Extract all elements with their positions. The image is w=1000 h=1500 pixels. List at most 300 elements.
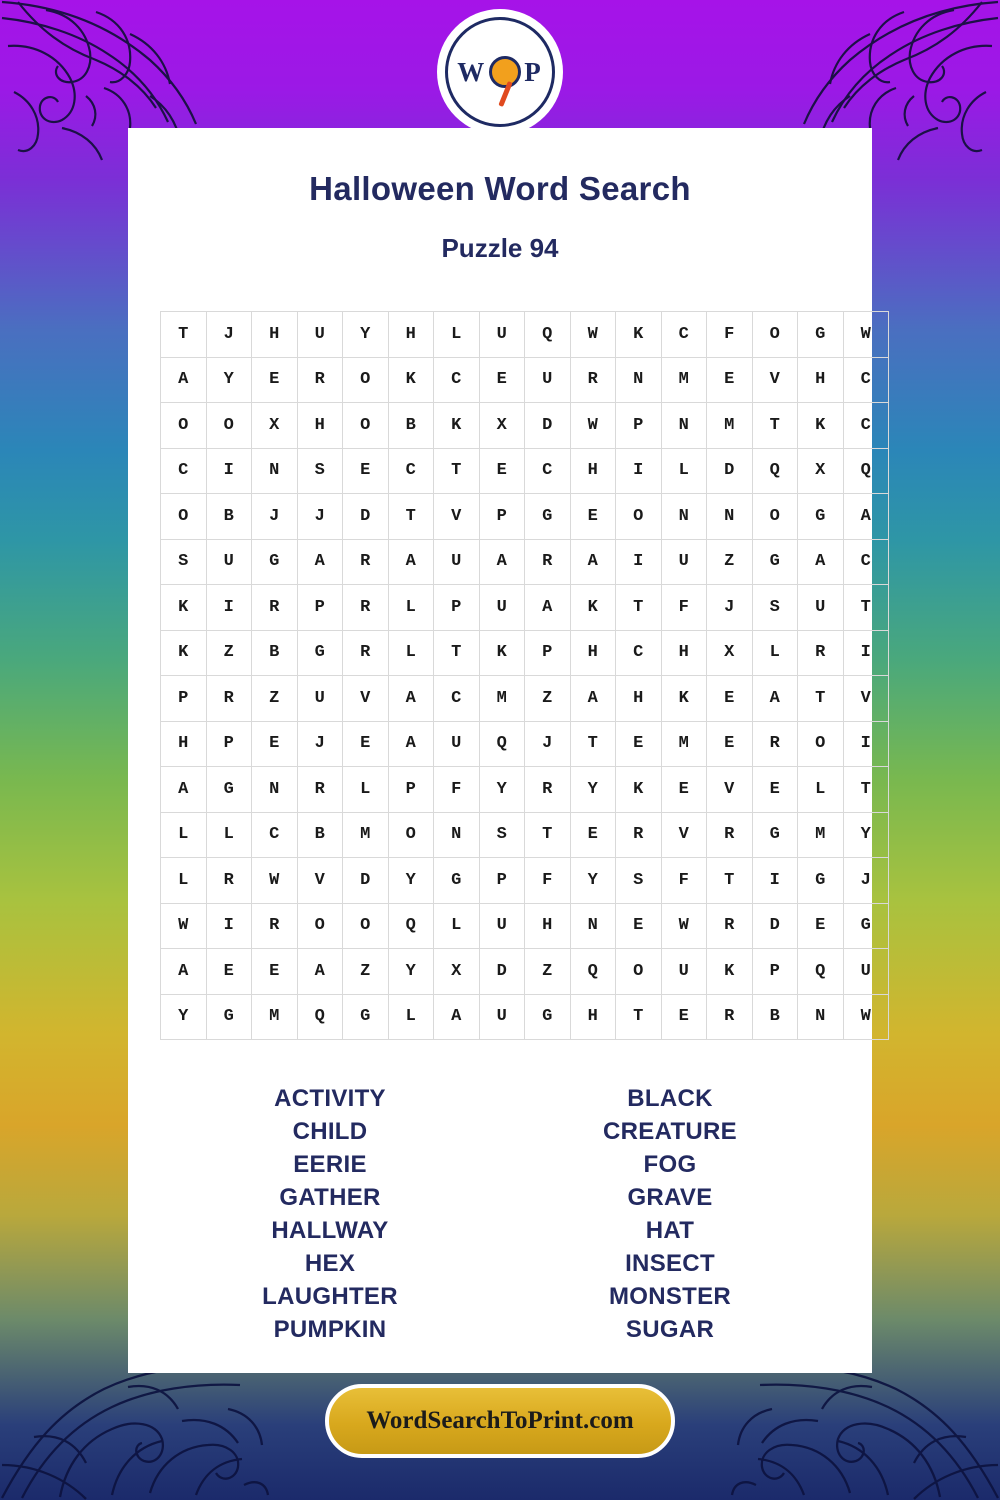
grid-cell[interactable]: R [525,767,571,813]
grid-cell[interactable]: T [388,494,434,540]
grid-cell[interactable]: O [297,903,343,949]
grid-row [161,312,889,358]
grid-cell[interactable]: K [616,312,662,358]
grid-cell[interactable]: A [388,676,434,722]
grid-cell[interactable]: Y [343,312,389,358]
grid-cell[interactable]: E [707,676,753,722]
grid-cell[interactable]: F [525,858,571,904]
puzzle-number: Puzzle 94 [441,233,559,263]
grid-cell[interactable]: H [798,357,844,403]
grid-cell[interactable]: N [570,903,616,949]
grid-cell[interactable]: L [388,994,434,1040]
magnifier-icon [489,56,521,88]
grid-cell[interactable]: K [616,767,662,813]
grid-cell[interactable]: P [297,585,343,631]
logo-letters [457,56,543,88]
grid-cell[interactable]: O [206,403,252,449]
grid-cell[interactable]: U [206,539,252,585]
grid-cell[interactable]: H [297,403,343,449]
grid-cell[interactable]: E [570,494,616,540]
grid-cell[interactable]: L [388,630,434,676]
grid-cell[interactable]: X [252,403,298,449]
word-list-item: LAUGHTER [262,1283,398,1310]
grid-cell[interactable]: R [343,539,389,585]
grid-cell[interactable]: P [525,630,571,676]
grid-cell[interactable]: W [843,994,889,1040]
grid-cell[interactable]: C [843,539,889,585]
grid-cell[interactable]: I [206,585,252,631]
grid-cell[interactable]: F [707,312,753,358]
grid-cell[interactable]: C [525,448,571,494]
grid-cell[interactable]: Q [297,994,343,1040]
grid-cell[interactable]: N [252,767,298,813]
word-list-item: HEX [304,1250,356,1277]
grid-cell[interactable]: W [161,903,207,949]
word-list-item: HALLWAY [271,1217,389,1244]
grid-cell[interactable]: G [525,494,571,540]
grid-cell[interactable]: M [707,403,753,449]
grid-cell[interactable]: R [707,994,753,1040]
grid-row [161,767,889,813]
grid-cell[interactable]: O [388,812,434,858]
grid-cell[interactable]: K [388,357,434,403]
word-list [180,1082,820,1346]
grid-cell[interactable]: A [798,539,844,585]
word-list-column-left [180,1082,480,1346]
grid-cell[interactable]: T [616,994,662,1040]
grid-cell[interactable]: Y [206,357,252,403]
grid-cell[interactable]: I [843,630,889,676]
grid-row [161,949,889,995]
magnifier-handle-icon [499,81,513,107]
grid-cell[interactable]: Z [252,676,298,722]
grid-cell[interactable]: K [798,403,844,449]
grid-cell[interactable]: G [343,994,389,1040]
grid-cell[interactable]: Q [479,721,525,767]
grid-cell[interactable]: I [843,721,889,767]
grid-cell[interactable]: H [570,994,616,1040]
grid-cell[interactable]: H [570,630,616,676]
grid-cell[interactable]: D [479,949,525,995]
grid-cell[interactable]: A [388,539,434,585]
grid-cell[interactable]: E [343,448,389,494]
grid-cell[interactable]: A [161,357,207,403]
grid-cell[interactable]: Q [798,949,844,995]
grid-cell[interactable]: Q [388,903,434,949]
grid-cell[interactable]: E [661,994,707,1040]
grid-cell[interactable]: L [161,858,207,904]
grid-cell[interactable]: G [798,312,844,358]
grid-cell[interactable]: C [434,357,480,403]
word-list-item: CHILD [292,1118,368,1145]
grid-cell[interactable]: U [297,312,343,358]
grid-cell[interactable]: U [661,539,707,585]
grid-cell[interactable]: R [343,585,389,631]
grid-cell[interactable]: V [752,357,798,403]
grid-cell[interactable]: G [434,858,480,904]
grid-cell[interactable]: Y [479,767,525,813]
grid-cell[interactable]: U [479,585,525,631]
grid-cell[interactable]: I [752,858,798,904]
grid-cell[interactable]: K [570,585,616,631]
grid-cell[interactable]: O [343,403,389,449]
grid-cell[interactable]: M [661,721,707,767]
grid-cell[interactable]: D [525,403,571,449]
grid-cell[interactable]: Z [707,539,753,585]
grid-cell[interactable]: P [479,494,525,540]
grid-row [161,448,889,494]
grid-cell[interactable]: V [434,494,480,540]
grid-cell[interactable]: C [843,403,889,449]
grid-cell[interactable]: C [388,448,434,494]
grid-cell[interactable]: R [297,357,343,403]
grid-row [161,630,889,676]
grid-cell[interactable]: M [252,994,298,1040]
grid-cell[interactable]: Z [525,949,571,995]
grid-cell[interactable]: L [661,448,707,494]
grid-row [161,903,889,949]
grid-cell[interactable]: W [843,312,889,358]
grid-cell[interactable]: H [661,630,707,676]
grid-cell[interactable]: U [661,949,707,995]
grid-cell[interactable]: A [388,721,434,767]
grid-cell[interactable]: J [252,494,298,540]
grid-cell[interactable]: E [707,357,753,403]
grid-cell[interactable]: V [343,676,389,722]
grid-cell[interactable]: C [661,312,707,358]
grid-cell[interactable]: O [616,949,662,995]
grid-cell[interactable]: Q [525,312,571,358]
grid-cell[interactable]: M [661,357,707,403]
grid-row [161,812,889,858]
grid-cell[interactable]: N [661,494,707,540]
website-badge[interactable] [325,1384,675,1458]
grid-cell[interactable]: X [798,448,844,494]
grid-cell[interactable]: S [161,539,207,585]
grid-cell[interactable]: Q [843,448,889,494]
grid-cell[interactable]: L [434,903,480,949]
grid-cell[interactable]: A [570,676,616,722]
grid-cell[interactable]: H [161,721,207,767]
grid-cell[interactable]: K [161,630,207,676]
grid-cell[interactable]: E [707,721,753,767]
grid-cell[interactable]: X [434,949,480,995]
grid-cell[interactable]: E [479,448,525,494]
word-list-item: SUGAR [625,1316,715,1343]
grid-cell[interactable]: E [798,903,844,949]
grid-cell[interactable]: O [616,494,662,540]
grid-cell[interactable]: K [434,403,480,449]
grid-cell[interactable]: L [206,812,252,858]
grid-cell[interactable]: R [707,812,753,858]
grid-cell[interactable]: H [570,448,616,494]
grid-cell[interactable]: N [798,994,844,1040]
grid-cell[interactable]: X [707,630,753,676]
grid-cell[interactable]: T [161,312,207,358]
grid-cell[interactable]: U [434,539,480,585]
grid-cell[interactable]: T [616,585,662,631]
grid-row [161,403,889,449]
word-list-column-right [520,1082,820,1346]
grid-row [161,858,889,904]
word-list-item: ACTIVITY [274,1085,386,1112]
grid-cell[interactable]: N [434,812,480,858]
grid-cell[interactable]: O [752,494,798,540]
grid-cell[interactable]: N [616,357,662,403]
grid-cell[interactable]: R [616,812,662,858]
grid-cell[interactable]: G [843,903,889,949]
grid-cell[interactable]: K [707,949,753,995]
grid-cell[interactable]: U [843,949,889,995]
grid-cell[interactable]: A [479,539,525,585]
grid-cell[interactable]: Z [525,676,571,722]
grid-cell[interactable]: J [525,721,571,767]
grid-cell[interactable]: B [752,994,798,1040]
grid-cell[interactable]: H [616,676,662,722]
grid-cell[interactable]: O [161,494,207,540]
grid-cell[interactable]: Z [343,949,389,995]
grid-cell[interactable]: Y [161,994,207,1040]
grid-cell[interactable]: P [616,403,662,449]
grid-cell[interactable]: E [206,949,252,995]
site-logo [440,12,560,132]
grid-cell[interactable]: E [479,357,525,403]
grid-cell[interactable]: R [252,903,298,949]
grid-cell[interactable]: M [343,812,389,858]
grid-cell[interactable]: P [752,949,798,995]
grid-cell[interactable]: D [707,448,753,494]
grid-cell[interactable]: T [434,448,480,494]
grid-cell[interactable]: T [707,858,753,904]
grid-cell[interactable]: M [479,676,525,722]
grid-cell[interactable]: S [297,448,343,494]
grid-cell[interactable]: N [252,448,298,494]
grid-cell[interactable]: R [252,585,298,631]
puzzle-sheet [128,128,872,1373]
grid-cell[interactable]: R [206,858,252,904]
grid-cell[interactable]: I [206,448,252,494]
grid-cell[interactable]: O [752,312,798,358]
grid-cell[interactable]: C [161,448,207,494]
grid-cell[interactable]: T [434,630,480,676]
grid-cell[interactable]: V [843,676,889,722]
grid-row [161,357,889,403]
grid-cell[interactable]: K [161,585,207,631]
grid-cell[interactable]: E [252,721,298,767]
word-list-item: BLACK [627,1085,713,1112]
grid-cell[interactable]: Y [388,949,434,995]
grid-cell[interactable]: T [570,721,616,767]
word-list-item: GATHER [279,1184,381,1211]
grid-cell[interactable]: S [616,858,662,904]
grid-cell[interactable]: W [570,312,616,358]
grid-cell[interactable]: J [843,858,889,904]
grid-cell[interactable]: R [525,539,571,585]
grid-cell[interactable]: F [434,767,480,813]
word-search-grid[interactable] [160,311,871,1040]
grid-cell[interactable]: E [616,721,662,767]
grid-cell[interactable]: U [479,903,525,949]
grid-cell[interactable]: R [297,767,343,813]
grid-cell[interactable]: T [843,585,889,631]
grid-cell[interactable]: K [661,676,707,722]
grid-cell[interactable]: C [434,676,480,722]
grid-cell[interactable]: G [798,858,844,904]
grid-cell[interactable]: U [525,357,571,403]
grid-cell[interactable]: G [252,539,298,585]
grid-cell[interactable]: V [707,767,753,813]
grid-cell[interactable]: A [843,494,889,540]
grid-cell[interactable]: Y [570,767,616,813]
grid-cell[interactable]: J [707,585,753,631]
grid-cell[interactable]: L [798,767,844,813]
grid-cell[interactable]: I [206,903,252,949]
grid-cell[interactable]: E [343,721,389,767]
grid-cell[interactable]: E [752,767,798,813]
grid-cell[interactable]: F [661,858,707,904]
grid-cell[interactable]: A [161,949,207,995]
grid-cell[interactable]: I [616,539,662,585]
grid-cell[interactable]: P [434,585,480,631]
grid-cell[interactable]: U [479,994,525,1040]
grid-cell[interactable]: L [752,630,798,676]
grid-cell[interactable]: W [252,858,298,904]
grid-cell[interactable]: H [252,312,298,358]
page-title: Halloween Word Search [309,170,691,207]
word-list-item: MONSTER [608,1283,732,1310]
grid-cell[interactable]: B [252,630,298,676]
grid-cell[interactable]: U [798,585,844,631]
grid-cell[interactable]: S [752,585,798,631]
grid-cell[interactable]: A [297,539,343,585]
grid-cell[interactable]: R [707,903,753,949]
grid-cell[interactable]: P [388,767,434,813]
grid-cell[interactable]: L [343,767,389,813]
grid-cell[interactable]: G [752,539,798,585]
grid-cell[interactable]: J [297,494,343,540]
grid-cell[interactable]: Z [206,630,252,676]
grid-cell[interactable]: L [388,585,434,631]
grid-cell[interactable]: J [206,312,252,358]
grid-cell[interactable]: D [343,494,389,540]
word-list-item: EERIE [293,1151,367,1178]
grid-cell[interactable]: N [707,494,753,540]
grid-row [161,539,889,585]
grid-row [161,494,889,540]
word-list-item: FOG [643,1151,697,1178]
grid-cell[interactable]: R [798,630,844,676]
grid-cell[interactable]: H [525,903,571,949]
grid-cell[interactable]: G [206,767,252,813]
grid-cell[interactable]: Y [388,858,434,904]
grid-cell[interactable]: F [661,585,707,631]
grid-cell[interactable]: A [161,767,207,813]
grid-cell[interactable]: V [297,858,343,904]
grid-row [161,585,889,631]
grid-cell[interactable]: J [297,721,343,767]
grid-cell[interactable]: T [843,767,889,813]
grid-cell[interactable]: C [843,357,889,403]
grid-cell[interactable]: D [752,903,798,949]
grid-row [161,994,889,1040]
grid-cell[interactable]: G [206,994,252,1040]
grid-cell[interactable]: H [388,312,434,358]
grid-row [161,721,889,767]
grid-cell[interactable]: W [661,903,707,949]
grid-cell[interactable]: M [798,812,844,858]
grid-cell[interactable]: G [525,994,571,1040]
grid-cell[interactable]: R [343,630,389,676]
grid-cell[interactable]: Y [570,858,616,904]
grid-cell[interactable]: L [434,312,480,358]
grid-cell[interactable]: A [434,994,480,1040]
grid-cell[interactable]: Q [752,448,798,494]
grid-cell[interactable]: O [798,721,844,767]
grid-cell[interactable]: Q [570,949,616,995]
grid-cell[interactable]: V [661,812,707,858]
grid-cell[interactable]: R [752,721,798,767]
grid-cell[interactable]: P [479,858,525,904]
grid-cell[interactable]: B [206,494,252,540]
grid-cell[interactable]: R [206,676,252,722]
grid-cell[interactable]: T [798,676,844,722]
grid-cell[interactable]: C [616,630,662,676]
grid-cell[interactable]: P [206,721,252,767]
grid-cell[interactable]: S [479,812,525,858]
grid-cell[interactable]: G [297,630,343,676]
grid-cell[interactable]: Y [843,812,889,858]
grid-cell[interactable]: G [752,812,798,858]
website-url-label: WordSearchToPrint.com [366,1407,634,1434]
grid-cell[interactable]: T [752,403,798,449]
logo-ring [445,17,555,127]
grid-cell[interactable]: O [161,403,207,449]
grid-cell[interactable]: U [479,312,525,358]
logo-letter-left: W [457,56,487,87]
grid-cell[interactable]: L [161,812,207,858]
grid-cell[interactable]: E [661,767,707,813]
word-list-item: HAT [645,1217,695,1244]
grid-cell[interactable]: B [297,812,343,858]
grid-cell[interactable]: N [661,403,707,449]
grid-cell[interactable]: A [297,949,343,995]
grid-cell[interactable]: R [570,357,616,403]
logo-letter-right: P [524,56,543,87]
grid-cell[interactable]: O [343,903,389,949]
grid-cell[interactable]: K [479,630,525,676]
grid-cell[interactable]: P [161,676,207,722]
grid-cell[interactable]: T [525,812,571,858]
grid-cell[interactable]: I [616,448,662,494]
grid-cell[interactable]: E [616,903,662,949]
grid-cell[interactable]: U [297,676,343,722]
grid-cell[interactable]: D [343,858,389,904]
grid-cell[interactable]: A [570,539,616,585]
grid-cell[interactable]: A [525,585,571,631]
grid-cell[interactable]: O [343,357,389,403]
grid-cell[interactable]: W [570,403,616,449]
grid-cell[interactable]: E [252,949,298,995]
grid-cell[interactable]: U [434,721,480,767]
grid-cell[interactable]: G [798,494,844,540]
grid-cell[interactable]: C [252,812,298,858]
word-list-item: CREATURE [603,1118,737,1145]
grid-cell[interactable]: B [388,403,434,449]
grid-cell[interactable]: E [252,357,298,403]
grid-cell[interactable]: A [752,676,798,722]
grid-cell[interactable]: X [479,403,525,449]
grid-cell[interactable]: E [570,812,616,858]
